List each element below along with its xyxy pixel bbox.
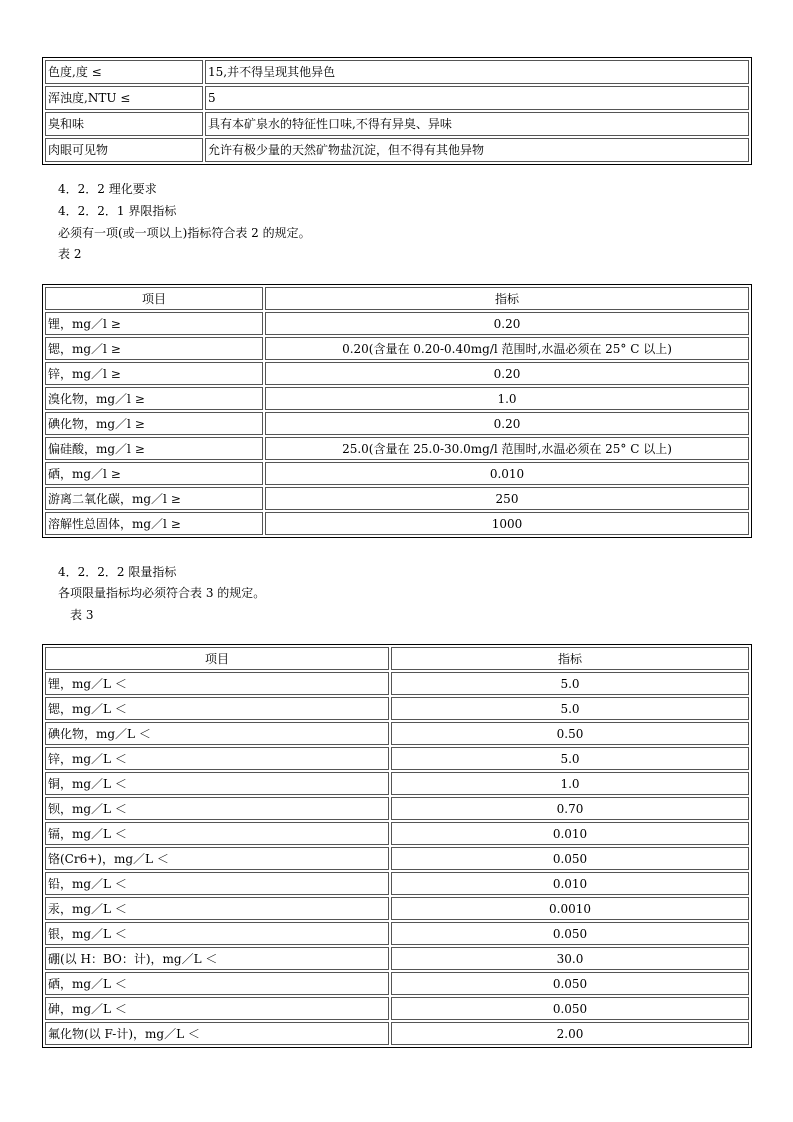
table-row (45, 897, 749, 920)
item-cell: 硒，mg／L ＜ (45, 972, 389, 995)
value-cell: 0.010 (391, 822, 749, 845)
table-row (45, 362, 749, 385)
section-heading-4-2-2: 4．2．2 理化要求 (58, 182, 157, 196)
item-cell: 偏硅酸，mg／l ≥ (45, 437, 263, 460)
table-header-row (45, 647, 749, 670)
table-row (45, 747, 749, 770)
item-cell: 锌，mg／L ＜ (45, 747, 389, 770)
value-cell: 1.0 (265, 387, 749, 410)
item-cell: 锌，mg／l ≥ (45, 362, 263, 385)
item-cell: 锂，mg／L ＜ (45, 672, 389, 695)
value-cell: 0.050 (391, 847, 749, 870)
item-cell: 镉，mg／L ＜ (45, 822, 389, 845)
value-cell: 0.050 (391, 922, 749, 945)
table-row (45, 437, 749, 460)
value-cell: 15,并不得呈现其他异色 (205, 60, 749, 84)
table-row (45, 487, 749, 510)
value-cell: 1000 (265, 512, 749, 535)
value-cell: 0.70 (391, 797, 749, 820)
value-cell: 0.50 (391, 722, 749, 745)
value-cell: 0.010 (265, 462, 749, 485)
item-cell: 银，mg／L ＜ (45, 922, 389, 945)
item-cell: 砷，mg／L ＜ (45, 997, 389, 1020)
item-cell: 铬(Cr6+)，mg／L ＜ (45, 847, 389, 870)
table-row (45, 872, 749, 895)
table-row (45, 387, 749, 410)
max-limit-table (42, 644, 752, 1048)
table-row (45, 797, 749, 820)
table-row (45, 86, 749, 110)
table-row (45, 512, 749, 535)
paragraph-4-2-2-1: 必须有一项(或一项以上)指标符合表 2 的规定。 (58, 226, 311, 240)
header-indicator: 指标 (391, 647, 749, 670)
table-row (45, 697, 749, 720)
table-row (45, 112, 749, 136)
value-cell: 允许有极少量的天然矿物盐沉淀，但不得有其他异物 (205, 138, 749, 162)
table3-caption: 表 3 (70, 608, 94, 622)
limit-indicator-table (42, 284, 752, 538)
item-cell: 铅，mg／L ＜ (45, 872, 389, 895)
item-cell: 钡，mg／L ＜ (45, 797, 389, 820)
item-cell: 氟化物(以 F-计)，mg／L ＜ (45, 1022, 389, 1045)
table-row (45, 947, 749, 970)
value-cell: 0.0010 (391, 897, 749, 920)
item-cell: 溶解性总固体，mg／l ≥ (45, 512, 263, 535)
table-row (45, 722, 749, 745)
item-cell: 碘化物，mg／l ≥ (45, 412, 263, 435)
value-cell: 25.0(含量在 25.0-30.0mg/l 范围时,水温必须在 25° C 以上) (265, 437, 749, 460)
value-cell: 0.050 (391, 997, 749, 1020)
value-cell: 0.20 (265, 312, 749, 335)
sensory-table (42, 57, 752, 165)
value-cell: 具有本矿泉水的特征性口味,不得有异臭、异味 (205, 112, 749, 136)
value-cell: 0.050 (391, 972, 749, 995)
table-row (45, 138, 749, 162)
value-cell: 5.0 (391, 672, 749, 695)
table-row (45, 462, 749, 485)
value-cell: 0.20(含量在 0.20-0.40mg/l 范围时,水温必须在 25° C 以上) (265, 337, 749, 360)
value-cell: 1.0 (391, 772, 749, 795)
value-cell: 2.00 (391, 1022, 749, 1045)
table-row (45, 412, 749, 435)
item-cell: 色度,度 ≤ (45, 60, 203, 84)
header-item: 项目 (45, 287, 263, 310)
table-row (45, 997, 749, 1020)
item-cell: 游离二氧化碳，mg／l ≥ (45, 487, 263, 510)
header-item: 项目 (45, 647, 389, 670)
item-cell: 锶，mg／L ＜ (45, 697, 389, 720)
value-cell: 250 (265, 487, 749, 510)
table-header-row (45, 287, 749, 310)
value-cell: 5 (205, 86, 749, 110)
table-row (45, 312, 749, 335)
table-row (45, 922, 749, 945)
value-cell: 0.20 (265, 412, 749, 435)
item-cell: 汞，mg／L ＜ (45, 897, 389, 920)
item-cell: 浑浊度,NTU ≤ (45, 86, 203, 110)
header-indicator: 指标 (265, 287, 749, 310)
value-cell: 30.0 (391, 947, 749, 970)
value-cell: 0.20 (265, 362, 749, 385)
value-cell: 0.010 (391, 872, 749, 895)
item-cell: 碘化物，mg／L ＜ (45, 722, 389, 745)
table-row (45, 337, 749, 360)
item-cell: 硼(以 H：BO：计)，mg／L ＜ (45, 947, 389, 970)
section-heading-4-2-2-1: 4．2．2．1 界限指标 (58, 204, 177, 218)
item-cell: 溴化物，mg／l ≥ (45, 387, 263, 410)
table-row (45, 847, 749, 870)
section-heading-4-2-2-2: 4．2．2．2 限量指标 (58, 565, 177, 579)
item-cell: 肉眼可见物 (45, 138, 203, 162)
table-row (45, 822, 749, 845)
table-row (45, 972, 749, 995)
paragraph-4-2-2-2: 各项限量指标均必须符合表 3 的规定。 (58, 586, 266, 600)
item-cell: 锶，mg／l ≥ (45, 337, 263, 360)
value-cell: 5.0 (391, 697, 749, 720)
table-row (45, 772, 749, 795)
value-cell: 5.0 (391, 747, 749, 770)
table-row (45, 60, 749, 84)
table2-caption: 表 2 (58, 247, 82, 261)
item-cell: 硒，mg／l ≥ (45, 462, 263, 485)
table-row (45, 672, 749, 695)
item-cell: 臭和味 (45, 112, 203, 136)
table-row (45, 1022, 749, 1045)
item-cell: 铜，mg／L ＜ (45, 772, 389, 795)
item-cell: 锂，mg／l ≥ (45, 312, 263, 335)
